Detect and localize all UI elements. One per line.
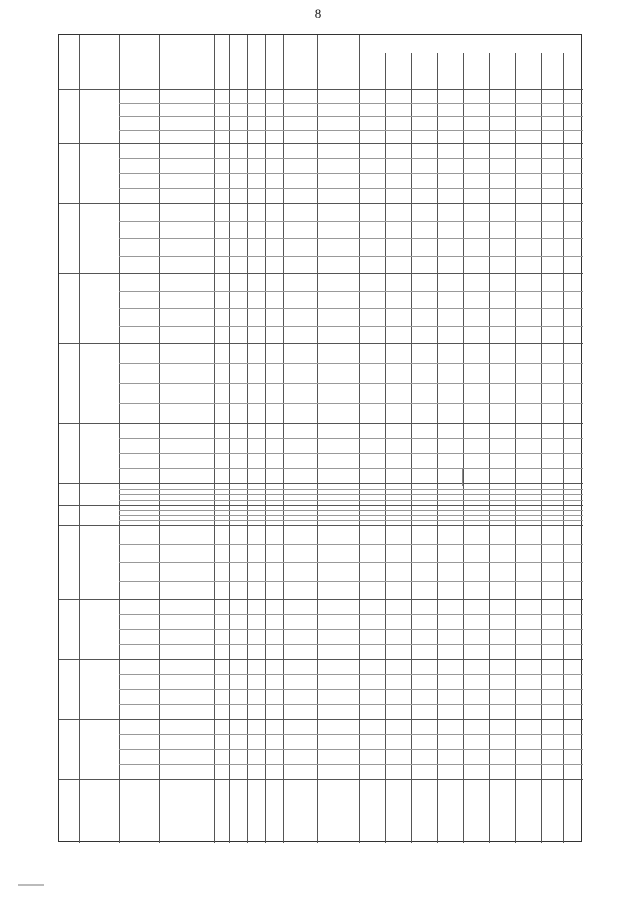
page-number: 8 (314, 6, 322, 21)
row-divider (59, 779, 583, 780)
sub-row-divider (119, 403, 583, 404)
column-divider (283, 35, 284, 843)
row-divider (59, 273, 583, 274)
column-divider (385, 53, 386, 843)
column-divider (437, 53, 438, 843)
sub-row-divider (119, 221, 583, 222)
sub-row-divider (119, 614, 583, 615)
budget-table (58, 34, 582, 842)
sub-row-divider (119, 158, 583, 159)
column-divider (359, 35, 360, 843)
row-divider (59, 343, 583, 344)
sub-row-divider (119, 674, 583, 675)
sub-row-divider (119, 256, 583, 257)
sub-row-divider (119, 510, 583, 511)
sub-row-divider (119, 103, 583, 104)
sub-row-divider (119, 291, 583, 292)
column-divider (265, 35, 266, 843)
row-divider (59, 483, 583, 484)
scan-corner-mark (18, 884, 44, 886)
sub-row-divider (119, 363, 583, 364)
sub-row-divider (119, 629, 583, 630)
row-divider (59, 525, 583, 526)
sub-row-divider (119, 308, 583, 309)
sub-row-divider (119, 438, 583, 439)
column-divider (229, 35, 230, 843)
sub-row-divider (119, 515, 583, 516)
sub-row-divider (119, 644, 583, 645)
column-divider (247, 35, 248, 843)
column-divider (563, 53, 564, 843)
sub-row-divider (119, 453, 583, 454)
row-divider (59, 89, 583, 90)
sub-row-divider (119, 326, 583, 327)
column-divider (489, 53, 490, 843)
sub-row-divider (119, 581, 583, 582)
row-divider (59, 143, 583, 144)
column-divider (119, 35, 120, 843)
sub-row-divider (119, 764, 583, 765)
sub-row-divider (119, 238, 583, 239)
column-divider (159, 35, 160, 843)
sub-row-divider (119, 383, 583, 384)
column-divider (79, 35, 80, 843)
sub-row-divider (119, 188, 583, 189)
row-divider (59, 659, 583, 660)
sub-row-divider (119, 500, 583, 501)
row-divider (59, 599, 583, 600)
sub-row-divider (119, 130, 583, 131)
column-divider (463, 53, 464, 843)
column-divider (214, 35, 215, 843)
sub-row-divider (119, 494, 583, 495)
sub-row-divider (119, 116, 583, 117)
row-divider (59, 203, 583, 204)
column-divider (541, 53, 542, 843)
column-divider (515, 53, 516, 843)
row-divider (59, 423, 583, 424)
row-divider (59, 719, 583, 720)
sub-row-divider (119, 562, 583, 563)
sub-row-divider (119, 689, 583, 690)
row-divider (59, 505, 583, 506)
sub-row-divider (119, 544, 583, 545)
sub-row-divider (119, 468, 583, 469)
sub-row-divider (119, 520, 583, 521)
sub-row-divider (119, 734, 583, 735)
sub-row-divider (119, 489, 583, 490)
sub-row-divider (119, 173, 583, 174)
column-divider (411, 53, 412, 843)
sub-row-divider (119, 704, 583, 705)
binding-mark (462, 468, 463, 486)
sub-row-divider (119, 749, 583, 750)
column-divider (317, 35, 318, 843)
